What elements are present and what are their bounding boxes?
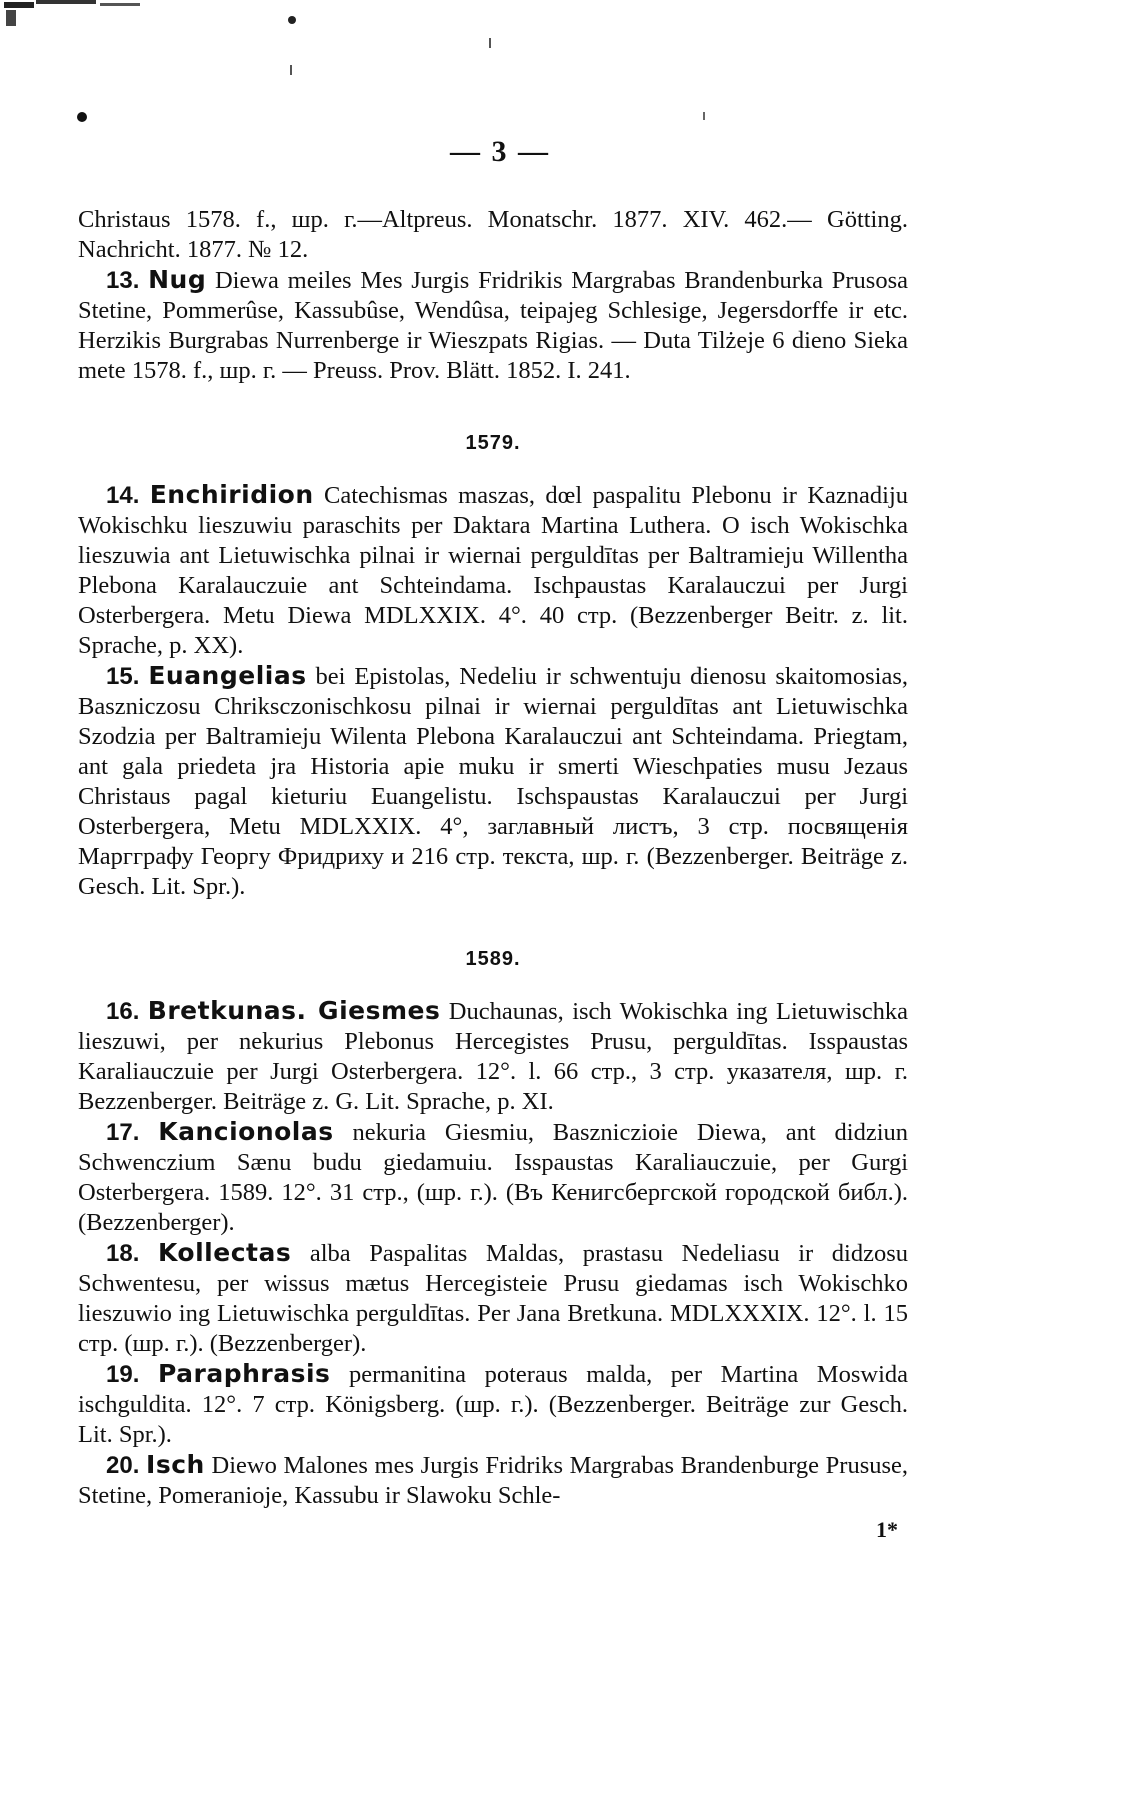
entry-17 — [78, 1117, 908, 1238]
entry-14 — [78, 480, 908, 661]
entry-number: 19. — [106, 1361, 140, 1388]
entry-keyword: Bretkunas. Giesmes — [147, 996, 441, 1025]
page-number: — 3 — — [450, 135, 550, 168]
entry-keyword: Paraphrasis — [157, 1359, 331, 1388]
entry-number: 13. — [106, 267, 140, 294]
entry-text: Diewa meiles Mes Jurgis Fridrikis Margrabas Brandenburka Prusosa Stetine, Pommerûse, Kassubûse, Wendûsa, teipajeg Schlesige, Jegersdorffe ir etc. Herzikis Burgrabas Nurrenberge ir Wieszpats Rigias. — Duta Tilżeje 6 dieno Sieka mete 1578. f., шр. г. — Preuss. Prov. Blätt. 1852. I. 241. — [78, 267, 909, 384]
entry-number: 17. — [106, 1119, 140, 1146]
scan-speck — [36, 0, 96, 4]
entry-number: 14. — [106, 482, 140, 509]
entry-13 — [78, 265, 908, 386]
year-heading: 1589. — [465, 948, 521, 970]
entry-19 — [78, 1359, 908, 1450]
scan-speck — [4, 2, 34, 8]
signature-mark: 1* — [876, 1517, 898, 1542]
scan-speck — [703, 112, 705, 120]
entry-number: 18. — [106, 1240, 140, 1267]
entry-text: Diewo Malones mes Jurgis Fridriks Margrabas Brandenburge Prususe, Stetine, Pomeranioje, Kassubu ir Slawoku Schle- — [78, 1452, 909, 1509]
scan-specks — [0, 0, 1140, 130]
year-heading: 1579. — [465, 432, 521, 454]
entry-16 — [78, 996, 908, 1117]
scan-speck — [6, 10, 16, 26]
scan-speck — [77, 112, 87, 122]
entry-text: nekuria Giesmiu, Baszniczioie Diewa, ant didziun Schwenczium Sænu budu giedamuiu. Isspaustas Karaliauczuie, per Gurgi Osterbergera. 1589. 12°. 31 стр., (шр. г.). (Въ Кенигсбергской городской библ.). (Bezzenberger). — [78, 1119, 909, 1236]
entry-20 — [78, 1450, 908, 1511]
entry-text: alba Paspalitas Maldas, prastasu Nedeliasu ir didzosu Schwentesu, per wissus mætus Hercegisteie Prusu giedamas isch Wokischko lieszuwio ing Lietuwischka perguldītas. Per Jana Bretkuna. MDLXXXIX. 12°. l. 15 стр. (шр. г.). (Bezzenberger). — [78, 1240, 909, 1357]
entry-text: bei Epistolas, Nedeliu ir schwentuju dienosu skaitomosias, Baszniczosu Chriksczonischkosu pilnai ir wiernai perguldītas ant Lietuwischka Szodzia per Baltramieju Wilenta Plebona Karalauczui ant Schteindama. Priegtam, ant gala priedeta jra Historia apie muku ir smerti Wieschpaties musu Jezaus Christaus pagal kieturiu Euangelistu. Ischspaustas Karalauczui per Jurgi Osterbergera, Metu MDLXXIX. 4°, заглавный листъ, 3 стр. посвященія Маргграфу Георгу Фридриху и 216 стр. текста, шр. г. (Bezzenberger. Beiträge z. Gesch. Lit. Spr.). — [78, 663, 909, 900]
entry-keyword: Nug — [148, 265, 207, 294]
entry-text: Christaus 1578. f., шр. г.—Altpreus. Monatschr. 1877. XIV. 462.— Götting. Nachricht. 1877. № 12. — [78, 206, 908, 263]
entry-continuation — [78, 205, 908, 265]
entry-number: 16. — [106, 998, 140, 1025]
entry-keyword: Kancionolas — [158, 1117, 334, 1146]
entry-number: 20. — [106, 1452, 140, 1479]
scan-speck — [489, 38, 491, 48]
entry-text: permanitina poteraus malda, per Martina Moswida ischguldita. 12°. 7 стр. Königsberg. (шр. г.). (Bezzenberger. Beiträge zur Gesch. Lit. Spr.). — [78, 1361, 908, 1448]
entry-text: Catechismas maszas, dœl paspalitu Plebonu ir Kaznadiju Wokischku lieszuwiu paraschits per Daktara Martina Luthera. O isch Wokischka lieszuwia ant Lietuwischka pilnai ir wiernai perguldītas per Baltramieju Willentha Plebona Karalauczuie ant Schteindama. Ischpaustas Karalauczui per Jurgi Osterbergera. Metu Diewa MDLXXIX. 4°. 40 стр. (Bezzenberger Beitr. z. lit. Sprache, p. XX). — [78, 482, 909, 659]
entry-number: 15. — [106, 663, 140, 690]
scan-speck — [288, 16, 296, 24]
entry-18 — [78, 1238, 908, 1359]
entry-keyword: Euangelias — [148, 661, 307, 690]
text-column — [78, 205, 908, 1545]
entry-keyword: Isch — [146, 1450, 205, 1479]
entry-keyword: Kollectas — [158, 1238, 292, 1267]
entry-15 — [78, 661, 908, 902]
scan-speck — [100, 3, 140, 6]
entry-text: Duchaunas, isch Wokischka ing Lietuwischka lieszuwi, per nekurius Plebonus Hercegistes Prusu, perguldītas. Isspaustas Karaliauczuie per Jurgi Osterbergera. 12°. l. 66 стр., 3 стр. указателя, шр. г. Bezzenberger. Beiträge z. G. Lit. Sprache, p. XI. — [78, 998, 909, 1115]
entry-keyword: Enchiridion — [149, 480, 314, 509]
scan-speck — [290, 65, 292, 75]
